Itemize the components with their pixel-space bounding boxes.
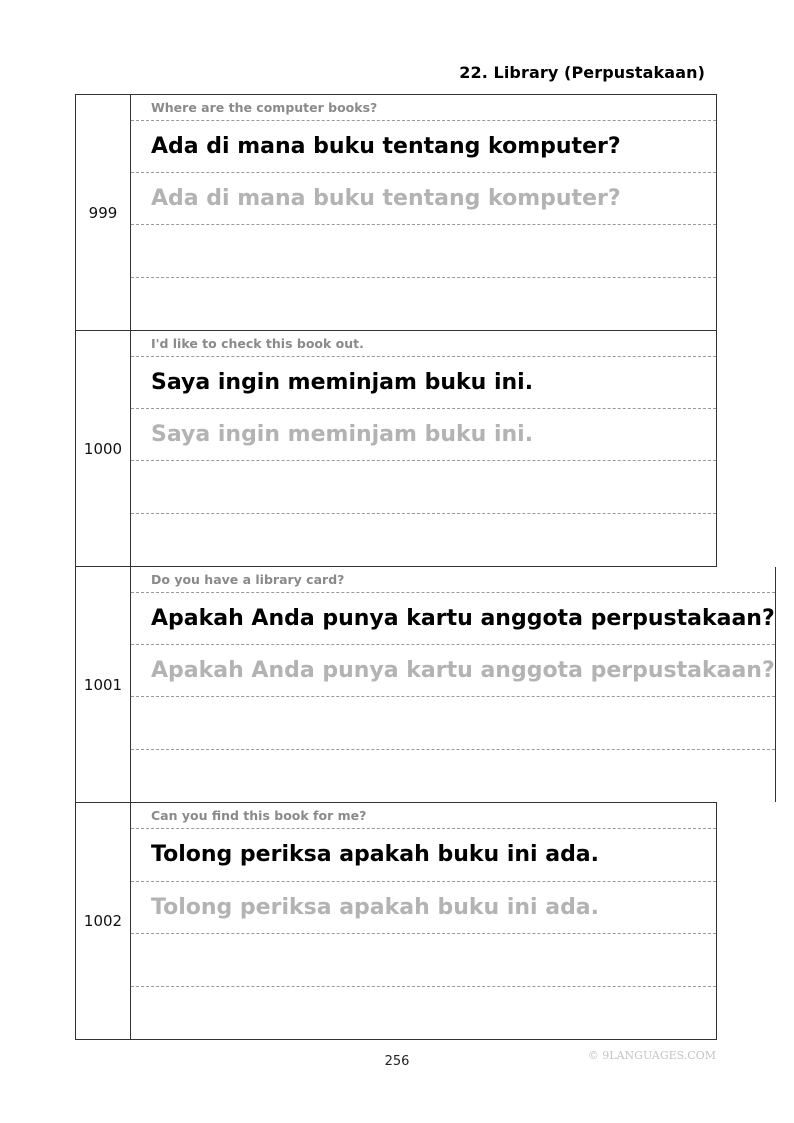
english-prompt-row [131,95,716,121]
model-sentence-row [131,357,716,409]
english-prompt: Can you find this book for me? [151,808,367,823]
trace-sentence: Ada di mana buku tentang komputer? [151,186,621,212]
writing-lines [131,95,717,330]
model-sentence-row [131,593,775,645]
entry-number: 1000 [75,331,131,566]
entry-1000 [75,331,717,567]
english-prompt-row [131,803,716,829]
entry-1001 [75,567,775,803]
blank-writing-line [131,278,716,330]
trace-sentence-row [131,173,716,225]
trace-sentence: Apakah Anda punya kartu anggota perpustakaan? [151,658,775,684]
model-sentence-row [131,121,716,173]
page-number: 256 [384,1054,410,1069]
blank-writing-line [131,987,716,1040]
blank-writing-line [131,697,775,749]
writing-lines [131,803,717,1039]
entry-number: 1001 [75,567,131,802]
blank-writing-line [131,461,716,513]
trace-sentence: Tolong periksa apakah buku ini ada. [151,894,600,920]
entry-1002 [75,803,717,1040]
practice-sheet [75,94,775,1040]
entry-999 [75,95,717,331]
english-prompt-row [131,567,775,593]
english-prompt: Where are the computer books? [151,99,378,115]
trace-sentence-row [131,645,775,697]
english-prompt: Do you have a library card? [151,571,345,587]
copyright-notice: © 9LANGUAGES.COM [587,1049,716,1062]
blank-writing-line [131,934,716,987]
model-sentence: Tolong periksa apakah buku ini ada. [151,842,600,868]
page-title: 22. Library (Perpustakaan) [459,63,705,82]
model-sentence-row [131,829,716,882]
trace-sentence-row [131,882,716,935]
writing-lines [131,331,717,566]
model-sentence: Ada di mana buku tentang komputer? [151,134,621,160]
blank-writing-line [131,514,716,566]
entry-number: 1002 [75,803,131,1039]
trace-sentence-row [131,409,716,461]
model-sentence: Saya ingin meminjam buku ini. [151,370,534,396]
blank-writing-line [131,225,716,277]
model-sentence: Apakah Anda punya kartu anggota perpustakaan? [151,606,775,632]
blank-writing-line [131,750,775,802]
english-prompt-row [131,331,716,357]
entry-number: 999 [75,95,131,330]
trace-sentence: Saya ingin meminjam buku ini. [151,422,534,448]
writing-lines [131,567,776,802]
english-prompt: I'd like to check this book out. [151,335,364,351]
